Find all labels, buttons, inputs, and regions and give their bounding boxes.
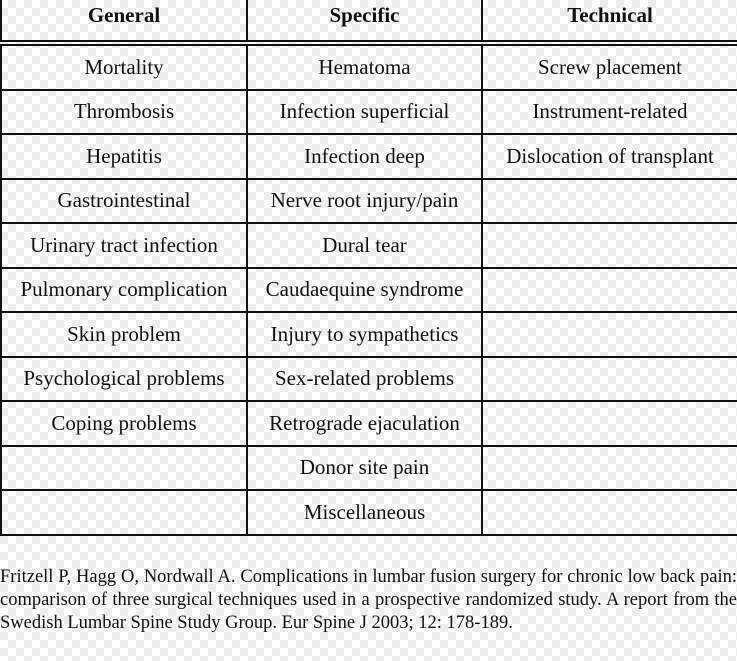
source-citation: Fritzell P, Hagg O, Nordwall A. Complications in lumbar fusion surgery for chronic low back pain: comparison of three surgical techniques used in a prospective randomized study. A report from the Swedish Lumbar Spine Study Group. Eur Spine J 2003; 12: 178-189.: [0, 567, 737, 633]
table-cell: [482, 446, 737, 491]
table-row: [1, 223, 737, 268]
table-cell: Dislocation of transplant: [482, 134, 737, 179]
table-cell: Mortality: [1, 43, 247, 90]
table-cell: [482, 312, 737, 357]
table-cell: Caudaequine syndrome: [247, 268, 482, 313]
table-cell: [482, 490, 737, 535]
table-cell: Skin problem: [1, 312, 247, 357]
table-cell: Infection deep: [247, 134, 482, 179]
table-cell: Infection superficial: [247, 90, 482, 135]
table-row: [1, 312, 737, 357]
table-cell: [482, 179, 737, 224]
table-cell: Coping problems: [1, 401, 247, 446]
table-cell: Hematoma: [247, 43, 482, 90]
table-cell: [482, 401, 737, 446]
header-general: General: [1, 0, 247, 43]
table-row: [1, 179, 737, 224]
table-row: [1, 401, 737, 446]
table-row: [1, 90, 737, 135]
table-cell: Injury to sympathetics: [247, 312, 482, 357]
table-cell: Sex-related problems: [247, 357, 482, 402]
table-cell: Nerve root injury/pain: [247, 179, 482, 224]
table-row: [1, 43, 737, 90]
table-cell: [1, 490, 247, 535]
table-cell: Retrograde ejaculation: [247, 401, 482, 446]
table-header-row: [1, 0, 737, 43]
table-cell: Pulmonary complication: [1, 268, 247, 313]
table-cell: Screw placement: [482, 43, 737, 90]
table-cell: Donor site pain: [247, 446, 482, 491]
table-cell: Psychological problems: [1, 357, 247, 402]
table-row: [1, 268, 737, 313]
table-cell: [482, 268, 737, 313]
table-row: [1, 490, 737, 535]
table-cell: Dural tear: [247, 223, 482, 268]
table-cell: Hepatitis: [1, 134, 247, 179]
table-cell: Urinary tract infection: [1, 223, 247, 268]
table-cell: [1, 446, 247, 491]
header-specific: Specific: [247, 0, 482, 43]
table-cell: [482, 357, 737, 402]
table-row: [1, 134, 737, 179]
table-row: [1, 446, 737, 491]
table-row: [1, 357, 737, 402]
table-cell: Instrument-related: [482, 90, 737, 135]
table-cell: Miscellaneous: [247, 490, 482, 535]
table-cell: Gastrointestinal: [1, 179, 247, 224]
table-cell: [482, 223, 737, 268]
table-cell: Thrombosis: [1, 90, 247, 135]
header-technical: Technical: [482, 0, 737, 43]
